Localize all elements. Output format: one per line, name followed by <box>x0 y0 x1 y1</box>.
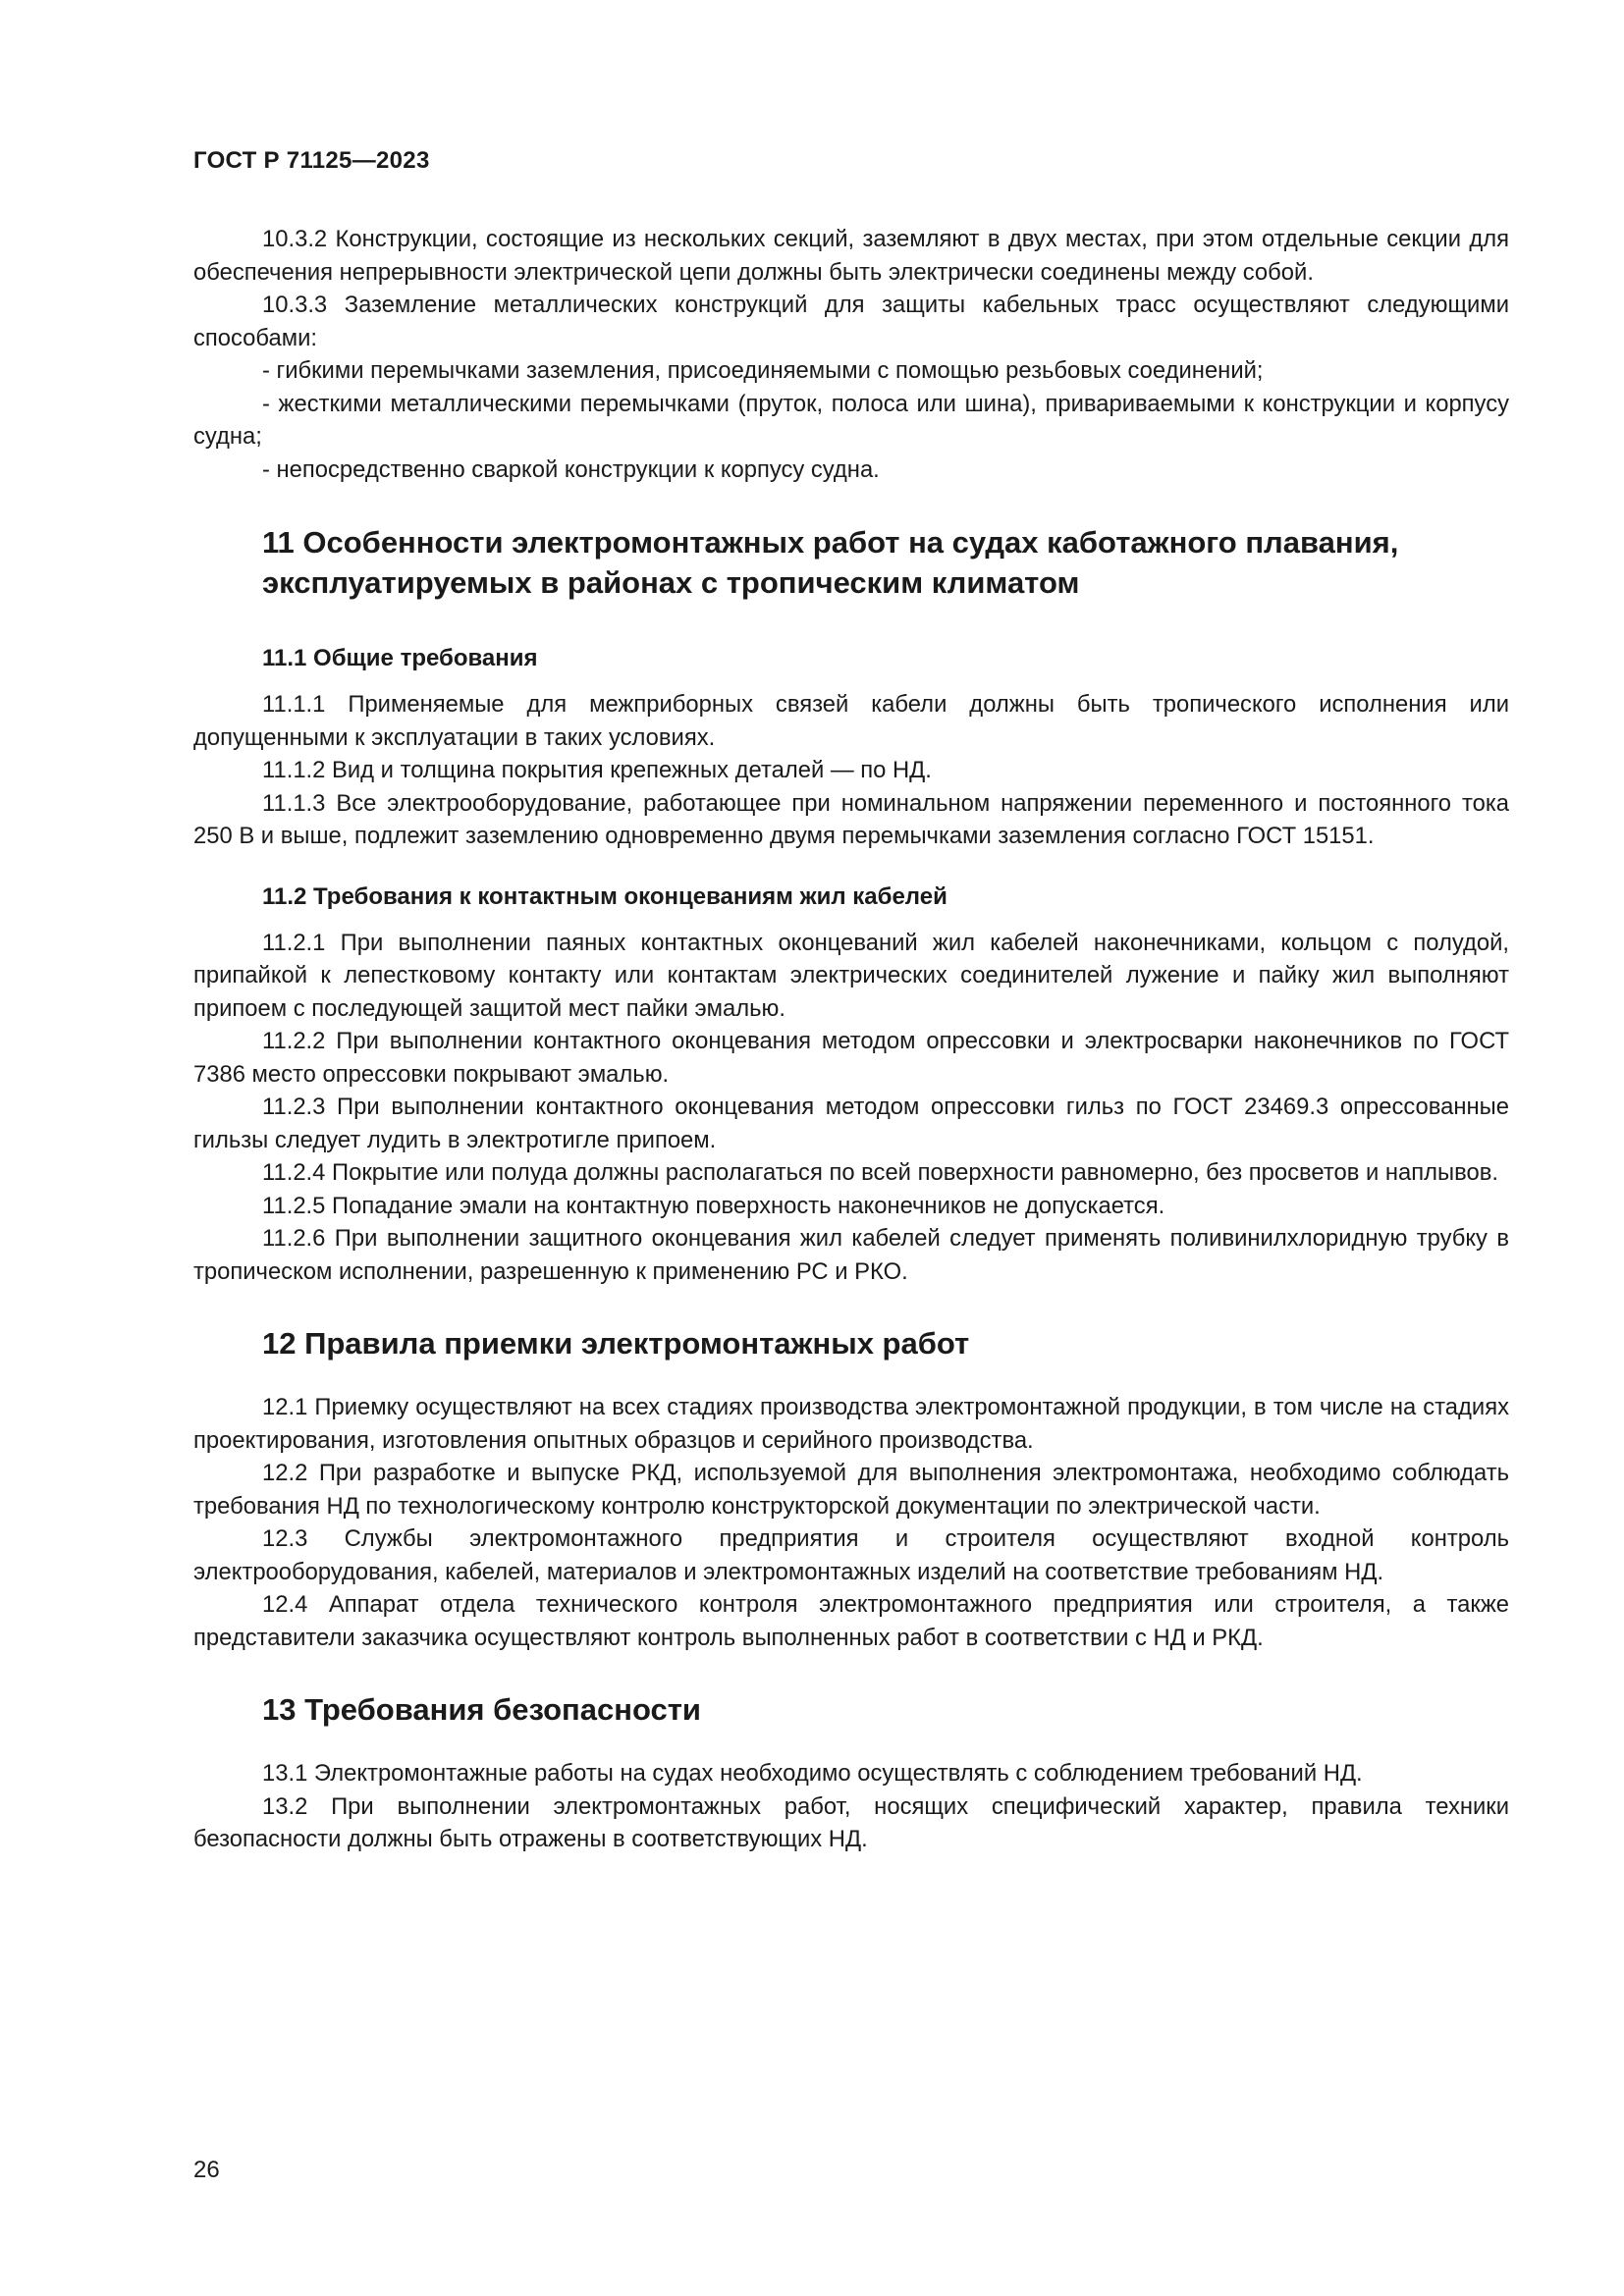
paragraph-11-1-2: 11.1.2 Вид и толщина покрытия крепежных деталей — по НД. <box>262 757 932 783</box>
paragraph-11-2-3: 11.2.3 При выполнении контактного оконцевания методом опрессовки гильз по ГОСТ 23469.3 опрессованные гильзы следует лудить в электротигле припоем. <box>193 1094 1509 1153</box>
subsection-11-2-title: 11.2 Требования к контактным оконцеваниям жил кабелей <box>262 882 947 910</box>
paragraph-13-1: 13.1 Электромонтажные работы на судах необходимо осуществлять с соблюдением требований НД. <box>262 1760 1363 1787</box>
paragraph-11-1-3: 11.1.3 Все электрооборудование, работающее при номинальном напряжении переменного и постоянного тока 250 В и выше, подлежит заземлению одновременно двумя перемычками заземления согласно ГОСТ 15151. <box>193 789 1509 849</box>
document-body <box>193 223 1509 1856</box>
section-12-title: 12 Правила приемки электромонтажных работ <box>262 1326 970 1361</box>
page-number: 26 <box>193 2157 220 2183</box>
paragraph-12-4: 12.4 Аппарат отдела технического контроля электромонтажного предприятия или строителя, а также представители заказчика осуществляют контроль выполненных работ в соответствии с НД и РКД. <box>193 1591 1509 1651</box>
paragraph-12-3: 12.3 Службы электромонтажного предприятия и строителя осуществляют входной контроль электрооборудования, кабелей, материалов и электромонтажных изделий на соответствие требованиям НД. <box>193 1525 1509 1585</box>
list-item: - жесткими металлическими перемычками (пруток, полоса или шина), привариваемыми к конструкции и корпусу судна; <box>193 390 1509 450</box>
document-code-header: ГОСТ Р 71125—2023 <box>193 147 430 174</box>
list-item: - непосредственно сваркой конструкции к корпусу судна. <box>262 455 880 483</box>
section-13-title: 13 Требования безопасности <box>262 1692 701 1727</box>
paragraph-13-2: 13.2 При выполнении электромонтажных работ, носящих специфический характер, правила техники безопасности должны быть отражены в соответствующих НД. <box>193 1792 1509 1852</box>
paragraph-11-2-4: 11.2.4 Покрытие или полуда должны располагаться по всей поверхности равномерно, без просветов и наплывов. <box>262 1159 1498 1186</box>
paragraph-12-1: 12.1 Приемку осуществляют на всех стадиях производства электромонтажной продукции, в том числе на стадиях проектирования, изготовления опытных образцов и серийного производства. <box>193 1394 1509 1454</box>
section-11-title: 11 Особенности электромонтажных работ на судах каботажного плавания, эксплуатируемых в районах с тропическим климатом <box>262 525 1399 600</box>
paragraph-11-2-2: 11.2.2 При выполнении контактного оконцевания методом опрессовки и электросварки наконечников по ГОСТ 7386 место опрессовки покрывают эмалью. <box>193 1028 1509 1088</box>
paragraph-11-2-5: 11.2.5 Попадание эмали на контактную поверхность наконечников не допускается. <box>262 1192 1165 1219</box>
list-item: - гибкими перемычками заземления, присоединяемыми с помощью резьбовых соединений; <box>262 357 1264 384</box>
paragraph-11-2-6: 11.2.6 При выполнении защитного оконцевания жил кабелей следует применять поливинилхлоридную трубку в тропическом исполнении, разрешенную к применению РС и РКО. <box>193 1225 1509 1285</box>
subsection-11-1-title: 11.1 Общие требования <box>262 645 538 671</box>
paragraph-12-2: 12.2 При разработке и выпуске РКД, используемой для выполнения электромонтажа, необходимо соблюдать требования НД по технологическому контролю конструкторской документации по электрической части. <box>193 1460 1509 1520</box>
paragraph-10-3-3: 10.3.3 Заземление металлических конструкций для защиты кабельных трасс осуществляют следующими способами: <box>193 292 1509 351</box>
paragraph-10-3-2: 10.3.2 Конструкции, состоящие из нескольких секций, заземляют в двух местах, при этом отдельные секции для обеспечения непрерывности электрической цепи должны быть электрически соединены между собой. <box>193 226 1509 286</box>
paragraph-11-2-1: 11.2.1 При выполнении паяных контактных оконцеваний жил кабелей наконечниками, кольцом с полудой, припайкой к лепестковому контакту или контактам электрических соединителей лужение и пайку жил выполняют припоем с последующей защитой мест пайки эмалью. <box>193 929 1509 1022</box>
paragraph-11-1-1: 11.1.1 Применяемые для межприборных связей кабели должны быть тропического исполнения или допущенными к эксплуатации в таких условиях. <box>193 691 1509 751</box>
